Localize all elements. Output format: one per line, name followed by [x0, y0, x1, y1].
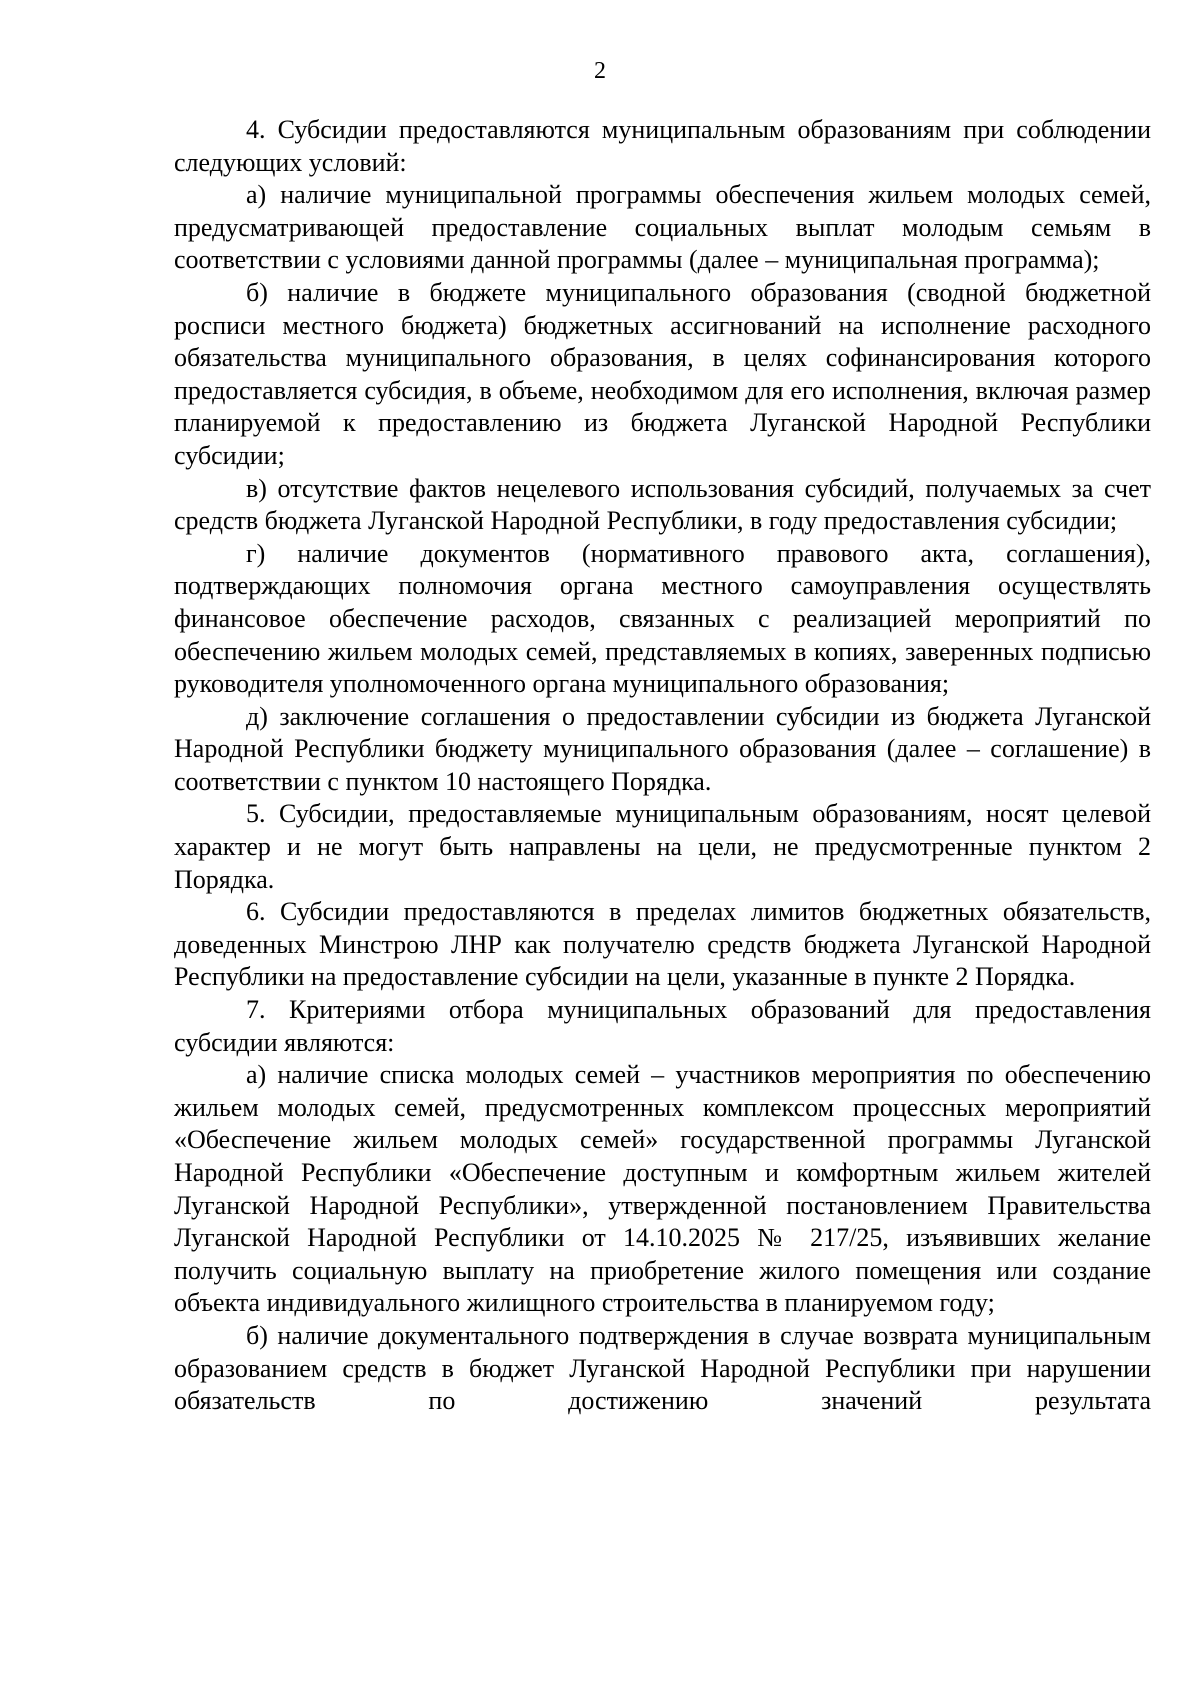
paragraph-5: 5. Субсидии, предоставляемые муниципальным образованиям, носят целевой характер и не могут быть направлены на цели, не предусмотренные пунктом 2 Порядка.: [174, 799, 1151, 894]
paragraph-4d: д) заключение соглашения о предоставлении субсидии из бюджета Луганской Народной Республики бюджету муниципального образования (далее – соглашение) в соответствии с пунктом 10 настоящего Порядка.: [174, 701, 1151, 796]
paragraph-7a: а) наличие списка молодых семей – участников мероприятия по обеспечению жильем молодых семей, предусмотренных комплексом процессных мероприятий «Обеспечение жильем молодых семей» государственной программы Луганской Народной Республики «Обеспечение доступным и комфортным жильем жителей Луганской Народной Республики», утвержденной постановлением Правительства Луганской Народной Республики от 14.10.2025 № 217/25, изъявивших желание получить социальную выплату на приобретение жилого помещения или создание объекта индивидуального жилищного строительства в планируемом году;: [174, 1060, 1151, 1318]
paragraph-6: 6. Субсидии предоставляются в пределах лимитов бюджетных обязательств, доведенных Минстрою ЛНР как получателю средств бюджета Луганской Народной Республики на предоставление субсидии на цели, указанные в пункте 2 Порядка.: [174, 897, 1151, 992]
paragraph-4: 4. Субсидии предоставляются муниципальным образованиям при соблюдении следующих условий:: [174, 115, 1151, 177]
paragraph-4g: г) наличие документов (нормативного правового акта, соглашения), подтверждающих полномочия органа местного самоуправления осуществлять финансовое обеспечение расходов, связанных с реализацией мероприятий по обеспечению жильем молодых семей, представляемых в копиях, заверенных подписью руководителя уполномоченного органа муниципального образования;: [174, 538, 1151, 699]
paragraph-7b: б) наличие документального подтверждения в случае возврата муниципальным образованием средств в бюджет Луганской Народной Республики при нарушении обязательств по достижению значений результата: [174, 1320, 1151, 1416]
document-body: [174, 114, 1151, 1418]
paragraph-4v: в) отсутствие фактов нецелевого использования субсидий, получаемых за счет средств бюджета Луганской Народной Республики, в году предоставления субсидии;: [174, 473, 1151, 536]
paragraph-7: 7. Критериями отбора муниципальных образований для предоставления субсидии являются:: [174, 995, 1151, 1057]
page-number: 2: [594, 58, 606, 84]
paragraph-4a: а) наличие муниципальной программы обеспечения жильем молодых семей, предусматривающей предоставление социальных выплат молодым семьям в соответствии с условиями данной программы (далее – муниципальная программа);: [174, 180, 1151, 275]
paragraph-4b: б) наличие в бюджете муниципального образования (сводной бюджетной росписи местного бюджета) бюджетных ассигнований на исполнение расходного обязательства муниципального образования, в целях софинансирования которого предоставляется субсидия, в объеме, необходимом для его исполнения, включая размер планируемой к предоставлению из бюджета Луганской Народной Республики субсидии;: [174, 277, 1151, 470]
